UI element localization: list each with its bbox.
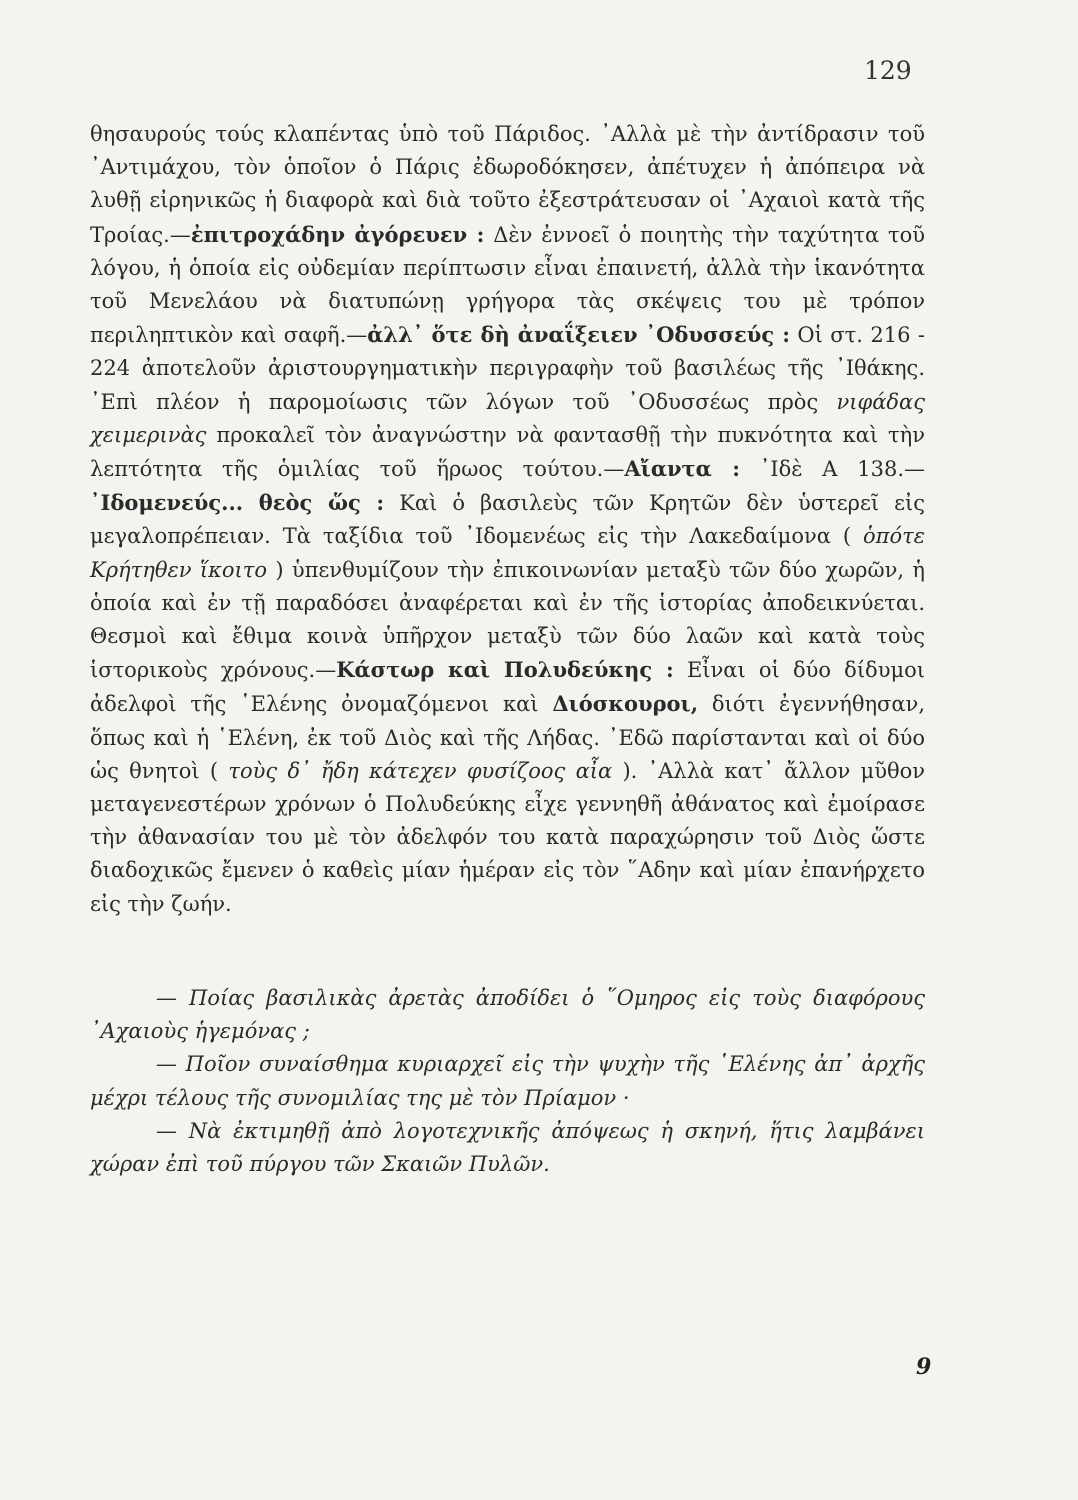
lemma-heading: ᾿Ιδομενεύς... θεὸς ὥς : bbox=[90, 490, 385, 516]
text-run: Οἱ στ. 216 - 224 ἀποτελοῦν ἀριστουργηματικὴν περιγραφὴν τοῦ βασιλέως τῆς ᾿Ιθάκης. ᾿Επὶ πλέον ἡ παρομοίωσις τῶν λόγων τοῦ ᾿Οδυσσέως πρὸς bbox=[90, 323, 926, 414]
question-item: — Ποῖον συναίσθημα κυριαρχεῖ εἰς τὴν ψυχὴν τῆς ῾Ελένης ἀπ᾿ ἀρχῆς μέχρι τέλους τῆς συνομιλίας της μὲ τὸν Πρίαμον · bbox=[90, 1052, 925, 1110]
text-run: ). ᾿Αλλὰ κατ᾿ ἄλλον μῦθον μεταγενεστέρων χρόνων ὁ Πολυδεύκης εἶχε γεννηθῆ ἀθάνατος καὶ ἐμοίρασε τὴν ἀθανασίαν του μὲ τὸν ἀδελφόν του κατὰ παραχώρησιν τοῦ Διὸς ὥστε διαδοχικῶς ἔμενεν ὁ καθεὶς μίαν ἡμέραν εἰς τὸν ῞Αδην καὶ μίαν ἐπανήρχετο εἰς τὴν ζωήν. bbox=[90, 758, 926, 916]
study-questions bbox=[90, 982, 925, 1181]
lemma-heading: Αἴαντα : bbox=[624, 456, 741, 482]
question-item: — Νὰ ἐκτιμηθῇ ἀπὸ λογοτεχνικῆς ἀπόψεως ἡ σκηνή, ἥτις λαμβάνει χώραν ἐπὶ τοῦ πύργου τῶν Σκαιῶν Πυλῶν. bbox=[90, 1118, 925, 1177]
commentary-text bbox=[90, 118, 925, 921]
lemma-heading: Κάστωρ καὶ Πολυδεύκης : bbox=[336, 657, 674, 683]
signature-mark: 9 bbox=[916, 1354, 932, 1380]
lemma-heading: Διόσκουροι, bbox=[552, 691, 699, 717]
text-run: Δὲν ἐννοεῖ ὁ ποιητὴς τὴν ταχύτητα τοῦ λόγου, ἡ ὁποία εἰς οὐδεμίαν περίπτωσιν εἶναι ἐπαινετή, ἀλλὰ τὴν ἱκανότητα τοῦ Μενελάου νὰ διατυπώνῃ γρήγορα τὰς σκέψεις του μὲ τρόπον περιληπτικὸν καὶ σαφῆ.— bbox=[90, 222, 925, 348]
text-run: Καὶ ὁ βασιλεὺς τῶν Κρητῶν δὲν ὑστερεῖ εἰς μεγαλοπρέπειαν. Τὰ ταξίδια τοῦ ᾿Ιδομενέως εἰς τὴν Λακεδαίμονα ( bbox=[90, 491, 925, 549]
commentary-paragraph bbox=[90, 118, 925, 921]
quotation: τοὺς δ᾿ ἤδη κάτεχεν φυσίζοος αἶα bbox=[228, 758, 613, 783]
quotation: ὁπότε Κρήτηθεν ἵκοιτο bbox=[90, 524, 925, 582]
text-run: ) ὑπενθυμίζουν τὴν ἐπικοινωνίαν μεταξὺ τῶν δύο χωρῶν, ἡ ὁποία καὶ ἐν τῇ παραδόσει ἀναφέρεται καὶ ἐν τῆς ἱστορίας ἀποδεικνύεται. Θεσμοὶ καὶ ἔθιμα κοινὰ ὑπῆρχον μεταξὺ τῶν δύο λαῶν καὶ κατὰ τοὺς ἱστορικοὺς χρόνους.— bbox=[90, 557, 925, 683]
text-run: ᾿Ιδὲ Α 138.— bbox=[740, 457, 925, 482]
question-item: — Ποίας βασιλικὰς ἀρετὰς ἀποδίδει ὁ ῞Ομηρος εἰς τοὺς διαφόρους ᾿Αχαιοὺς ἡγεμόνας ; bbox=[90, 986, 925, 1044]
text-run: θησαυρούς τούς κλαπέντας ὑπὸ τοῦ Πάριδος. ᾿Αλλὰ μὲ τὴν ἀντίδρασιν τοῦ ᾿Αντιμάχου, τὸν ὁποῖον ὁ Πάρις ἐδωροδόκησεν, ἀπέτυχεν ἡ ἀπόπειρα νὰ λυθῇ εἰρηνικῶς ἡ διαφορὰ καὶ διὰ τοῦτο ἐξεστράτευσαν οἱ ᾿Αχαιοὶ κατὰ τῆς Τροίας.— bbox=[90, 122, 925, 247]
text-run: προκαλεῖ τὸν ἀναγνώστην νὰ φαντασθῇ τὴν πυκνότητα καὶ τὴν λεπτότητα τῆς ὁμιλίας τοῦ ἥρωος τούτου.— bbox=[90, 422, 925, 482]
quotation: νιφάδας χειμερινὰς bbox=[90, 389, 925, 447]
lemma-heading: ἐπιτροχάδην ἀγόρευεν : bbox=[190, 221, 485, 247]
lemma-heading: ἀλλ᾿ ὅτε δὴ ἀναΐξειεν ᾿Οδυσσεύς : bbox=[367, 322, 790, 348]
text-run: Εἶναι οἱ δύο δίδυμοι ἀδελφοὶ τῆς ῾Ελένης ὀνομαζόμενοι καὶ bbox=[90, 658, 925, 717]
page-number: 129 bbox=[864, 56, 912, 85]
text-run: διότι ἐγεννήθησαν, ὅπως καὶ ἡ ῾Ελένη, ἐκ τοῦ Διὸς καὶ τῆς Λήδας. ᾿Εδῶ παρίστανται καὶ οἱ δύο ὡς θνητοὶ ( bbox=[90, 692, 925, 783]
